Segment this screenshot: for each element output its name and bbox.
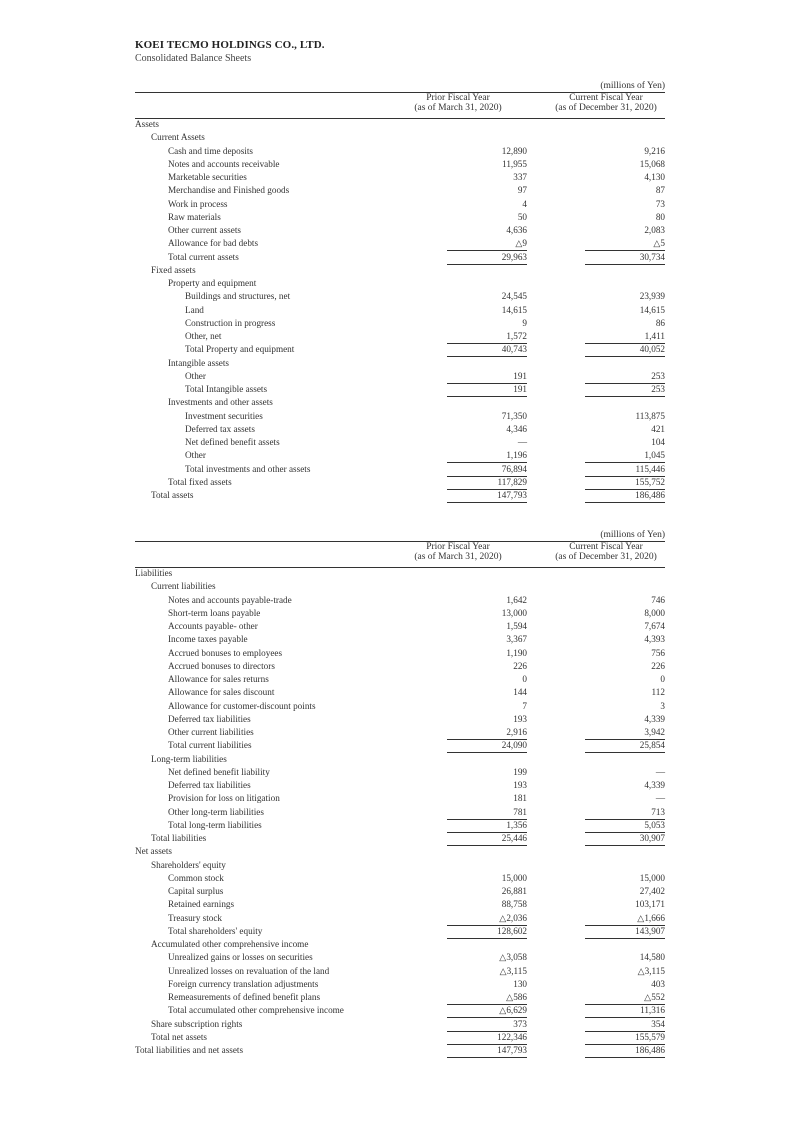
row-label: Deferred tax liabilities (168, 780, 251, 790)
current-year-value: 756 (651, 647, 665, 658)
table-row (135, 383, 665, 396)
table-row (135, 713, 665, 726)
row-label: Other current liabilities (168, 727, 254, 737)
row-label: Net defined benefit liability (168, 766, 270, 777)
table-row (135, 343, 665, 356)
current-year-value: 0 (660, 674, 665, 684)
table-row (135, 304, 665, 317)
current-year-value: 253 (585, 370, 665, 384)
prior-year-value: 11,955 (502, 158, 527, 169)
row-label: Retained earnings (168, 899, 235, 910)
current-year-value: △1,666 (585, 912, 665, 926)
current-year-value: 104 (651, 437, 665, 447)
row-label: Remeasurements of defined benefit plans (168, 992, 321, 1002)
current-year-value: 87 (655, 185, 665, 196)
prior-year-value: 97 (517, 185, 527, 196)
prior-year-value: 0 (522, 674, 527, 684)
prior-year-value: 12,890 (501, 145, 527, 156)
row-label: Notes and accounts receivable (168, 158, 280, 169)
prior-year-value: 88,758 (501, 899, 527, 910)
table-row (135, 370, 665, 383)
row-label: Total shareholders' equity (168, 925, 263, 936)
row-label: Other (185, 370, 206, 381)
table-row (135, 673, 665, 686)
current-year-value: △3,115 (637, 965, 665, 976)
current-year-value: 186,486 (585, 1044, 665, 1058)
prior-year-value: 1,196 (447, 449, 527, 463)
prior-year-value: 4,346 (506, 423, 527, 434)
current-year-value: 14,615 (639, 304, 665, 315)
table-row (135, 925, 665, 938)
current-year-value: 27,402 (639, 886, 665, 896)
current-year-value: 9,216 (644, 145, 665, 156)
row-label: Work in process (168, 198, 228, 209)
current-year-value: 226 (651, 660, 665, 671)
row-label: Total liabilities (151, 833, 207, 843)
current-year-value: 23,939 (639, 291, 665, 302)
row-label: Unrealized losses on revaluation of the land (168, 965, 330, 976)
current-year-value: 4,339 (644, 713, 665, 724)
current-year-value: 403 (651, 978, 665, 989)
row-label: Merchandise and Finished goods (168, 185, 290, 196)
table-row (135, 739, 665, 752)
row-label: Accumulated other comprehensive income (151, 939, 309, 949)
header-top-rule-liabilities (135, 541, 665, 542)
table-row (135, 594, 665, 607)
prior-year-header-assets: Prior Fiscal Year (as of March 31, 2020) (414, 93, 502, 113)
prior-year-value: 3,367 (506, 634, 527, 645)
current-year-value: 186,486 (585, 489, 665, 503)
prior-year-value: 25,446 (447, 832, 527, 846)
row-label: Current liabilities (151, 581, 216, 592)
table-row (135, 978, 665, 991)
table-row (135, 198, 665, 211)
prior-year-value: 193 (513, 713, 527, 724)
row-label: Marketable securities (168, 172, 247, 182)
table-row (135, 898, 665, 911)
prior-year-value: 226 (513, 660, 527, 671)
current-year-value: 115,446 (585, 463, 665, 477)
prior-year-value: 1,594 (506, 621, 527, 631)
prior-year-value: — (517, 437, 527, 447)
table-row (135, 872, 665, 885)
table-row (135, 832, 665, 845)
row-label: Fixed assets (151, 264, 196, 275)
row-label: Allowance for bad debts (168, 238, 259, 249)
table-row (135, 819, 665, 832)
prior-year-value: △2,036 (447, 912, 527, 926)
prior-year-value: 191 (447, 383, 527, 397)
table-row (135, 264, 665, 277)
row-label: Total investments and other assets (185, 463, 311, 474)
current-year-value: 354 (585, 1018, 665, 1032)
table-row (135, 423, 665, 436)
prior-year-header-liabilities: Prior Fiscal Year (as of March 31, 2020) (414, 542, 502, 562)
row-label: Other current assets (168, 225, 241, 235)
table-row (135, 965, 665, 978)
current-year-value: 103,171 (635, 899, 665, 910)
unit-label-liabilities: (millions of Yen) (600, 530, 665, 540)
current-year-value: 73 (655, 198, 665, 209)
table-row (135, 237, 665, 250)
table-row (135, 766, 665, 779)
prior-year-value: 40,743 (447, 343, 527, 357)
row-label: Foreign currency translation adjustments (168, 978, 319, 989)
table-row (135, 567, 665, 580)
current-year-value: 113,875 (635, 410, 665, 421)
table-row (135, 700, 665, 713)
table-row (135, 1031, 665, 1044)
current-year-header-liabilities: Current Fiscal Year (as of December 31, 2020) (555, 542, 657, 562)
current-year-value: — (655, 766, 665, 777)
table-row (135, 951, 665, 964)
prior-year-value: 191 (447, 370, 527, 384)
table-row (135, 633, 665, 646)
row-label: Property and equipment (168, 278, 257, 288)
current-year-header-assets: Current Fiscal Year (as of December 31, 2020) (555, 93, 657, 113)
table-row (135, 396, 665, 409)
row-label: Total Intangible assets (185, 384, 268, 394)
row-label: Land (185, 304, 204, 315)
row-label: Other (185, 450, 206, 461)
prior-year-value: 128,602 (447, 925, 527, 939)
table-row (135, 449, 665, 462)
current-year-value: 143,907 (585, 925, 665, 939)
row-label: Allowance for sales discount (168, 687, 275, 698)
row-label: Unrealized gains or losses on securities (168, 952, 313, 963)
row-label: Investments and other assets (168, 397, 273, 408)
prior-year-value: 181 (513, 793, 527, 804)
table-row (135, 726, 665, 739)
company-name: KOEI TECMO HOLDINGS CO., LTD. (135, 39, 325, 51)
current-year-value: 30,907 (585, 832, 665, 846)
table-row (135, 410, 665, 423)
row-label: Other, net (185, 331, 222, 341)
current-year-value: 8,000 (644, 607, 665, 618)
row-label: Total long-term liabilities (168, 819, 262, 830)
current-year-value: 2,083 (644, 225, 665, 235)
table-row (135, 1018, 665, 1031)
current-year-value: 30,734 (585, 251, 665, 265)
table-row (135, 1044, 665, 1057)
prior-year-value: △9 (447, 237, 527, 251)
prior-year-value: 117,829 (447, 476, 527, 490)
table-row (135, 806, 665, 819)
table-row (135, 277, 665, 290)
row-label: Total current assets (168, 251, 239, 262)
prior-year-value: 130 (513, 978, 527, 989)
current-year-value: 15,068 (639, 158, 665, 169)
row-label: Net assets (135, 846, 172, 857)
prior-year-value: △3,058 (499, 952, 527, 963)
unit-label-assets: (millions of Yen) (600, 81, 665, 91)
table-row (135, 885, 665, 898)
table-row (135, 476, 665, 489)
table-row (135, 171, 665, 184)
table-row (135, 145, 665, 158)
prior-year-value: 1,642 (506, 594, 527, 605)
table-row (135, 620, 665, 633)
table-row (135, 991, 665, 1004)
prior-year-value: 1,190 (506, 647, 527, 658)
row-label: Treasury stock (168, 912, 223, 923)
prior-year-value: 144 (513, 687, 527, 698)
row-label: Investment securities (185, 410, 263, 421)
current-year-value: 3 (660, 700, 665, 711)
table-row (135, 131, 665, 144)
row-label: Buildings and structures, net (185, 291, 291, 302)
prior-year-value: 71,350 (501, 410, 527, 421)
current-year-value: 3,942 (585, 726, 665, 740)
current-year-value: △5 (585, 237, 665, 251)
table-row (135, 912, 665, 925)
table-row (135, 859, 665, 872)
current-year-value: 4,130 (644, 172, 665, 182)
row-label: Assets (135, 119, 159, 129)
current-year-value: 253 (585, 383, 665, 397)
prior-year-value: 13,000 (501, 607, 527, 618)
prior-year-value: 193 (513, 780, 527, 790)
row-label: Deferred tax liabilities (168, 713, 251, 724)
prior-year-value: 29,963 (447, 251, 527, 265)
prior-year-value: 781 (447, 806, 527, 820)
table-row (135, 489, 665, 502)
current-year-value: 4,393 (644, 634, 665, 645)
current-year-value: 1,045 (585, 449, 665, 463)
current-year-value: 7,674 (644, 621, 665, 631)
prior-year-value: 26,881 (501, 886, 527, 896)
prior-year-value: 1,572 (447, 330, 527, 344)
liabilities-table (135, 567, 665, 1057)
current-year-value: 713 (585, 806, 665, 820)
current-year-value: 80 (655, 211, 665, 222)
table-row (135, 224, 665, 237)
prior-year-value: 50 (517, 211, 527, 222)
row-label: Short-term loans payable (168, 607, 261, 618)
row-label: Accounts payable- other (168, 621, 258, 631)
table-row (135, 357, 665, 370)
row-label: Notes and accounts payable-trade (168, 594, 292, 605)
prior-year-value: 147,793 (447, 1044, 527, 1058)
row-label: Provision for loss on litigation (168, 793, 280, 804)
current-year-value: 4,339 (644, 780, 665, 790)
row-label: Share subscription rights (151, 1018, 243, 1029)
table-row (135, 686, 665, 699)
row-label: Deferred tax assets (185, 423, 255, 434)
prior-year-value: 2,916 (447, 726, 527, 740)
table-row (135, 660, 665, 673)
prior-year-value: 1,356 (447, 819, 527, 833)
row-label: Total fixed assets (168, 476, 232, 487)
prior-year-value: 199 (513, 766, 527, 777)
table-row (135, 290, 665, 303)
table-row (135, 317, 665, 330)
prior-year-value: 122,346 (447, 1031, 527, 1045)
prior-year-value: △6,629 (447, 1004, 527, 1018)
row-label: Income taxes payable (168, 634, 248, 645)
document-title: Consolidated Balance Sheets (135, 53, 252, 64)
prior-year-value: 9 (522, 317, 527, 328)
table-row (135, 938, 665, 951)
prior-year-value: 337 (513, 172, 527, 182)
row-label: Construction in progress (185, 317, 276, 328)
row-label: Total accumulated other comprehensive income (168, 1005, 344, 1016)
current-year-value: 5,053 (585, 819, 665, 833)
current-year-value: 25,854 (585, 739, 665, 753)
prior-year-value: △586 (447, 991, 527, 1005)
table-row (135, 330, 665, 343)
table-row (135, 607, 665, 620)
current-year-value: 155,752 (585, 476, 665, 490)
prior-year-value: 14,615 (501, 304, 527, 315)
prior-year-value: 7 (522, 700, 527, 711)
current-year-value: 746 (651, 594, 665, 605)
table-row (135, 158, 665, 171)
row-label: Raw materials (168, 211, 221, 222)
table-row (135, 1004, 665, 1017)
current-year-value: 1,411 (585, 330, 665, 344)
table-row (135, 792, 665, 805)
row-label: Other long-term liabilities (168, 806, 264, 817)
row-label: Shareholders' equity (151, 859, 226, 870)
header-top-rule-assets (135, 92, 665, 93)
table-row (135, 463, 665, 476)
current-year-value: 40,052 (585, 343, 665, 357)
row-label: Net defined benefit assets (185, 437, 280, 447)
table-row (135, 753, 665, 766)
row-label: Total liabilities and net assets (135, 1045, 244, 1055)
table-row (135, 580, 665, 593)
table-row (135, 779, 665, 792)
row-label: Capital surplus (168, 886, 224, 896)
current-year-value: 112 (651, 687, 665, 698)
prior-year-value: 76,894 (447, 463, 527, 477)
row-label: Liabilities (135, 568, 173, 578)
current-year-value: △552 (585, 991, 665, 1005)
row-label: Total Property and equipment (185, 344, 295, 355)
row-label: Accrued bonuses to directors (168, 660, 275, 671)
row-label: Current Assets (151, 132, 205, 143)
prior-year-value: △3,115 (499, 965, 527, 976)
prior-year-value: 373 (447, 1018, 527, 1032)
prior-year-value: 24,545 (501, 291, 527, 302)
row-label: Allowance for customer-discount points (168, 700, 316, 711)
row-label: Cash and time deposits (168, 145, 253, 156)
table-row (135, 647, 665, 660)
table-row (135, 251, 665, 264)
prior-year-value: 4 (522, 198, 527, 209)
current-year-value: — (655, 793, 665, 804)
prior-year-value: 15,000 (501, 872, 527, 883)
current-year-value: 15,000 (639, 872, 665, 883)
row-label: Long-term liabilities (151, 753, 227, 764)
assets-table (135, 118, 665, 502)
current-year-value: 11,316 (585, 1004, 665, 1018)
row-label: Total assets (151, 490, 194, 500)
row-label: Total net assets (151, 1031, 207, 1042)
table-row (135, 184, 665, 197)
row-label: Intangible assets (168, 357, 229, 368)
current-year-value: 421 (651, 423, 665, 434)
prior-year-value: 4,636 (506, 225, 527, 235)
row-label: Common stock (168, 872, 224, 883)
current-year-value: 155,579 (585, 1031, 665, 1045)
row-label: Allowance for sales returns (168, 674, 269, 684)
prior-year-value: 24,090 (447, 739, 527, 753)
table-row (135, 211, 665, 224)
row-label: Total current liabilities (168, 740, 252, 751)
prior-year-value: 147,793 (447, 489, 527, 503)
table-row (135, 845, 665, 858)
row-label: Accrued bonuses to employees (168, 647, 283, 658)
current-year-value: 86 (655, 317, 665, 328)
current-year-value: 14,580 (639, 952, 665, 963)
table-row (135, 436, 665, 449)
table-row (135, 118, 665, 131)
